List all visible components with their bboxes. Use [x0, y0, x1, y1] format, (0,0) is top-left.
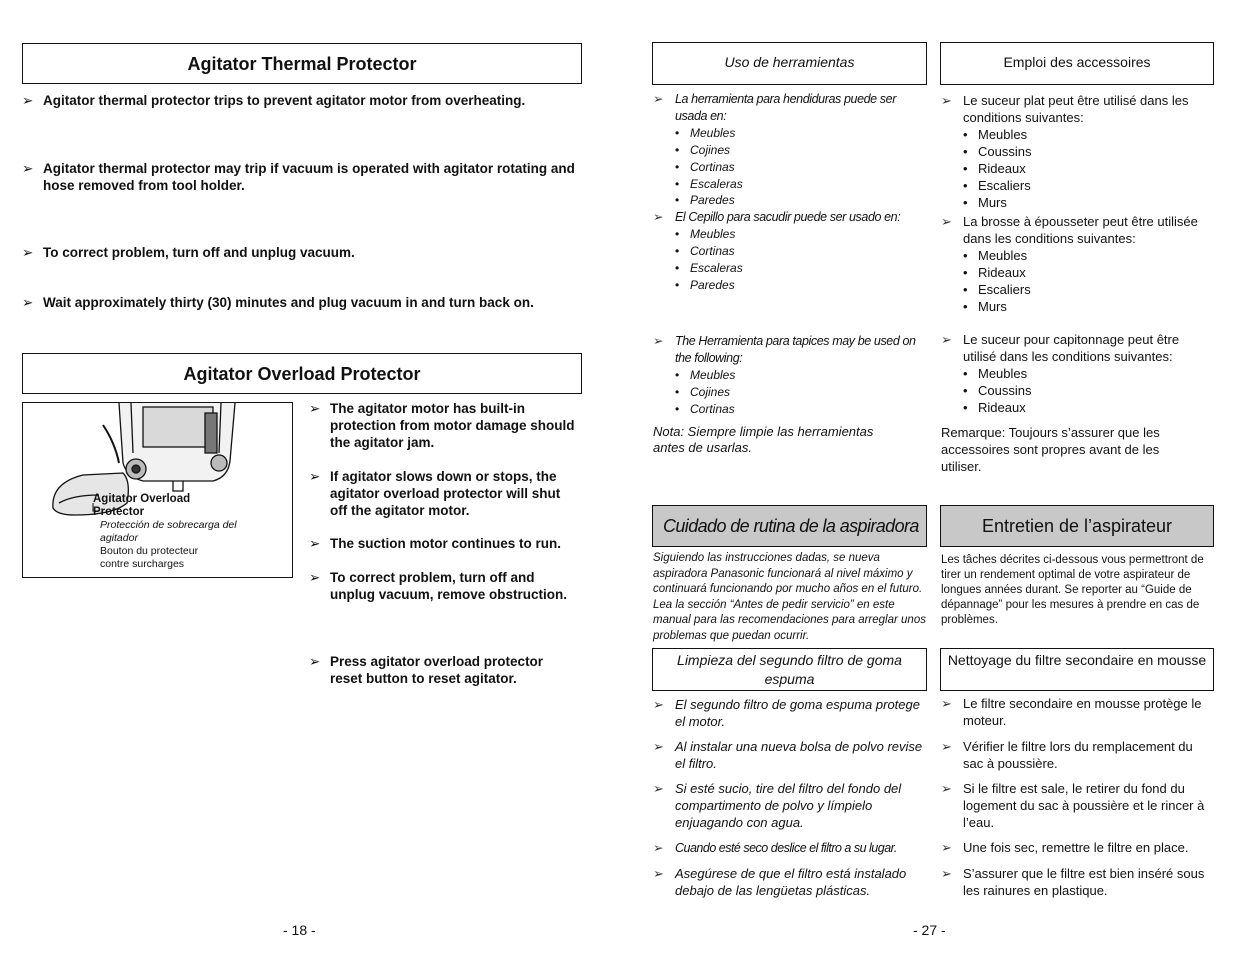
filter-fr-list [941, 695, 1213, 899]
overload-bullet: ➢ If agitator slows down or stops, the agitator overload protector will shut off the agitator motor. [309, 469, 561, 518]
list-item: • Escaleras [675, 261, 743, 276]
list-item: • Meubles [963, 127, 1028, 142]
overload-bullet: ➢ Press agitator overload protector reset button to reset agitator. [309, 654, 544, 686]
care-es-title-box [652, 505, 927, 547]
arrow-icon: ➢ [653, 210, 664, 225]
list-item: ➢ Cuando esté seco deslice el filtro a su lugar. [653, 841, 897, 855]
list-item: • Cojines [675, 384, 731, 399]
overload-bullet: ➢ The suction motor continues to run. [309, 536, 561, 551]
page-number-right: - 27 - [913, 922, 946, 938]
thermal-bullet: ➢ Wait approximately thirty (30) minutes and plug vacuum in and turn back on. [22, 295, 534, 310]
list-item: • Rideaux [963, 400, 1026, 415]
arrow-icon: ➢ [22, 295, 34, 310]
arrow-icon: ➢ [653, 739, 664, 754]
arrow-icon: ➢ [941, 696, 952, 711]
tools-es-note: Nota: Siempre limpie las herramientas antes de usarlas. [653, 423, 874, 456]
arrow-icon: ➢ [941, 866, 952, 881]
list-item: • Murs [963, 299, 1007, 314]
tools-es-title-box [652, 42, 927, 85]
figure-label-fr: Bouton du protecteur contre surcharges [100, 545, 199, 570]
tools-fr-group: ➢ La brosse à épousseter peut être utilisée dans les conditions suivantes: [941, 214, 1198, 246]
arrow-icon: ➢ [22, 93, 34, 108]
tools-fr-group: ➢ Le suceur plat peut être utilisé dans les conditions suivantes: [941, 93, 1189, 125]
arrow-icon: ➢ [309, 570, 321, 585]
list-item: • Murs [963, 195, 1007, 210]
list-item: • Meubles [675, 125, 736, 140]
list-item: ➢ Le filtre secondaire en mousse protège le moteur. [941, 696, 1202, 728]
list-item: • Meubles [675, 367, 736, 382]
tools-es-title: Uso de herramientas [724, 54, 855, 70]
thermal-bullet: ➢ Agitator thermal protector may trip if vacuum is operated with agitator rotating and hose removed from tool holder. [22, 161, 575, 193]
list-item: ➢ Vérifier le filtre lors du remplacement du sac à poussière. [941, 739, 1193, 771]
arrow-icon: ➢ [22, 245, 34, 260]
overload-bullet: ➢ To correct problem, turn off and unplug vacuum, remove obstruction. [309, 570, 568, 602]
tools-es-column [653, 91, 925, 294]
tools-fr-note: Remarque: Toujours s’assurer que les accessoires sont propres avant de les utiliser. [941, 425, 1160, 474]
tools-fr-column-2 [941, 331, 1213, 475]
thermal-protector-title: Agitator Thermal Protector [187, 54, 417, 74]
tools-es-group: ➢ El Cepillo para sacudir puede ser usado en: [653, 210, 901, 225]
filter-es-title-box [652, 648, 927, 691]
care-fr-intro: Les tâches décrites ci-dessous vous permettront de tirer un rendement optimal de votre aspirateur de longues années durant. Se reporter au “Guide de dépannage” pour les mesures à prendre en cas de problèmes. [941, 554, 1204, 626]
list-item: • Cortinas [675, 244, 735, 259]
filter-es-list [653, 696, 925, 899]
list-item: ➢ Si le filtre est sale, le retirer du fond du logement du sac à poussière et le rincer à l’eau. [941, 781, 1205, 830]
arrow-icon: ➢ [309, 654, 321, 669]
arrow-icon: ➢ [309, 536, 321, 551]
list-item: • Escaliers [963, 282, 1031, 297]
list-item: ➢ Si esté sucio, tire del filtro del fondo del compartimento de polvo y límpielo enjuagando con agua. [653, 781, 902, 830]
figure-label-en: Agitator Overload Protector [93, 493, 191, 518]
list-item: ➢ Asegúrese de que el filtro está instalado debajo de las lengüetas plásticas. [653, 866, 907, 898]
list-item: ➢ Une fois sec, remettre le filtre en place. [941, 840, 1189, 855]
filter-fr-title: Nettoyage du filtre secondaire en mousse [947, 652, 1207, 668]
list-item: • Meubles [963, 248, 1028, 263]
list-item: ➢ Al instalar una nueva bolsa de polvo revise el filtro. [653, 739, 923, 771]
care-es-intro: Siguiendo las instrucciones dadas, se nueva aspiradora Panasonic funcionará al nivel máximo y continuará funcionando por mucho años en el futuro. Lea la sección “Antes de pedir servicio” en este manual para las recomendaciones para arreglar unos problemas que puedan ocurrir. [653, 552, 926, 642]
arrow-icon: ➢ [309, 469, 321, 484]
tools-es-group: ➢ La herramienta para hendiduras puede ser usada en: [653, 92, 896, 123]
list-item: • Cortinas [675, 159, 735, 174]
overload-protector-title-box [22, 353, 582, 394]
arrow-icon: ➢ [941, 214, 952, 229]
overload-bullet: ➢ The agitator motor has built-in protection from motor damage should the agitator jam. [309, 401, 575, 450]
list-item: • Meubles [963, 366, 1028, 381]
filter-es-title: Limpieza del segundo filtro de goma espuma [677, 652, 902, 687]
care-es-title: Cuidado de rutina de la aspiradora [663, 516, 919, 536]
page-number-left: - 18 - [283, 922, 316, 938]
tools-fr-column [941, 92, 1213, 315]
arrow-icon: ➢ [941, 781, 952, 796]
list-item: • Coussins [963, 144, 1032, 159]
arrow-icon: ➢ [22, 161, 34, 176]
arrow-icon: ➢ [653, 92, 664, 106]
list-item: • Rideaux [963, 161, 1026, 176]
arrow-icon: ➢ [653, 866, 664, 881]
arrow-icon: ➢ [653, 334, 664, 348]
list-item: • Paredes [675, 277, 735, 292]
tools-fr-title: Emploi des accessoires [1003, 54, 1151, 70]
arrow-icon: ➢ [941, 840, 952, 855]
list-item: • Rideaux [963, 265, 1026, 280]
tools-fr-title-box [940, 42, 1214, 85]
list-item: • Coussins [963, 383, 1032, 398]
arrow-icon: ➢ [941, 93, 952, 108]
filter-fr-title-box [940, 648, 1214, 691]
list-item: • Escaliers [963, 178, 1031, 193]
tools-fr-group: ➢ Le suceur pour capitonnage peut être utilisé dans les conditions suivantes: [941, 332, 1180, 364]
list-item: • Cojines [675, 142, 731, 157]
figure-label [93, 493, 293, 571]
arrow-icon: ➢ [653, 841, 663, 855]
arrow-icon: ➢ [309, 401, 321, 416]
list-item: • Meubles [675, 227, 736, 242]
list-item: ➢ El segundo filtro de goma espuma protege el motor. [653, 697, 920, 729]
care-fr-title: Entretien de l’aspirateur [981, 516, 1173, 536]
list-item: • Paredes [675, 193, 735, 208]
tools-es-group: ➢ The Herramienta para tapices may be used on the following: [653, 334, 916, 365]
arrow-icon: ➢ [941, 332, 952, 347]
list-item: • Cortinas [675, 401, 735, 416]
figure-label-es: Protección de sobrecarga del agitador [100, 519, 237, 544]
arrow-icon: ➢ [941, 739, 952, 754]
thermal-protector-title-box [22, 43, 582, 84]
arrow-icon: ➢ [653, 697, 664, 712]
arrow-icon: ➢ [653, 781, 664, 796]
tools-es-column-2 [653, 333, 925, 457]
overload-protector-title: Agitator Overload Protector [183, 364, 421, 384]
thermal-bullet: ➢ To correct problem, turn off and unplug vacuum. [22, 245, 355, 260]
thermal-bullet: ➢ Agitator thermal protector trips to prevent agitator motor from overheating. [22, 93, 526, 108]
list-item: • Escaleras [675, 176, 743, 191]
overload-figure [22, 402, 293, 578]
list-item: ➢ S’assurer que le filtre est bien inséré sous les rainures en plastique. [941, 866, 1205, 898]
care-fr-title-box [940, 505, 1214, 547]
